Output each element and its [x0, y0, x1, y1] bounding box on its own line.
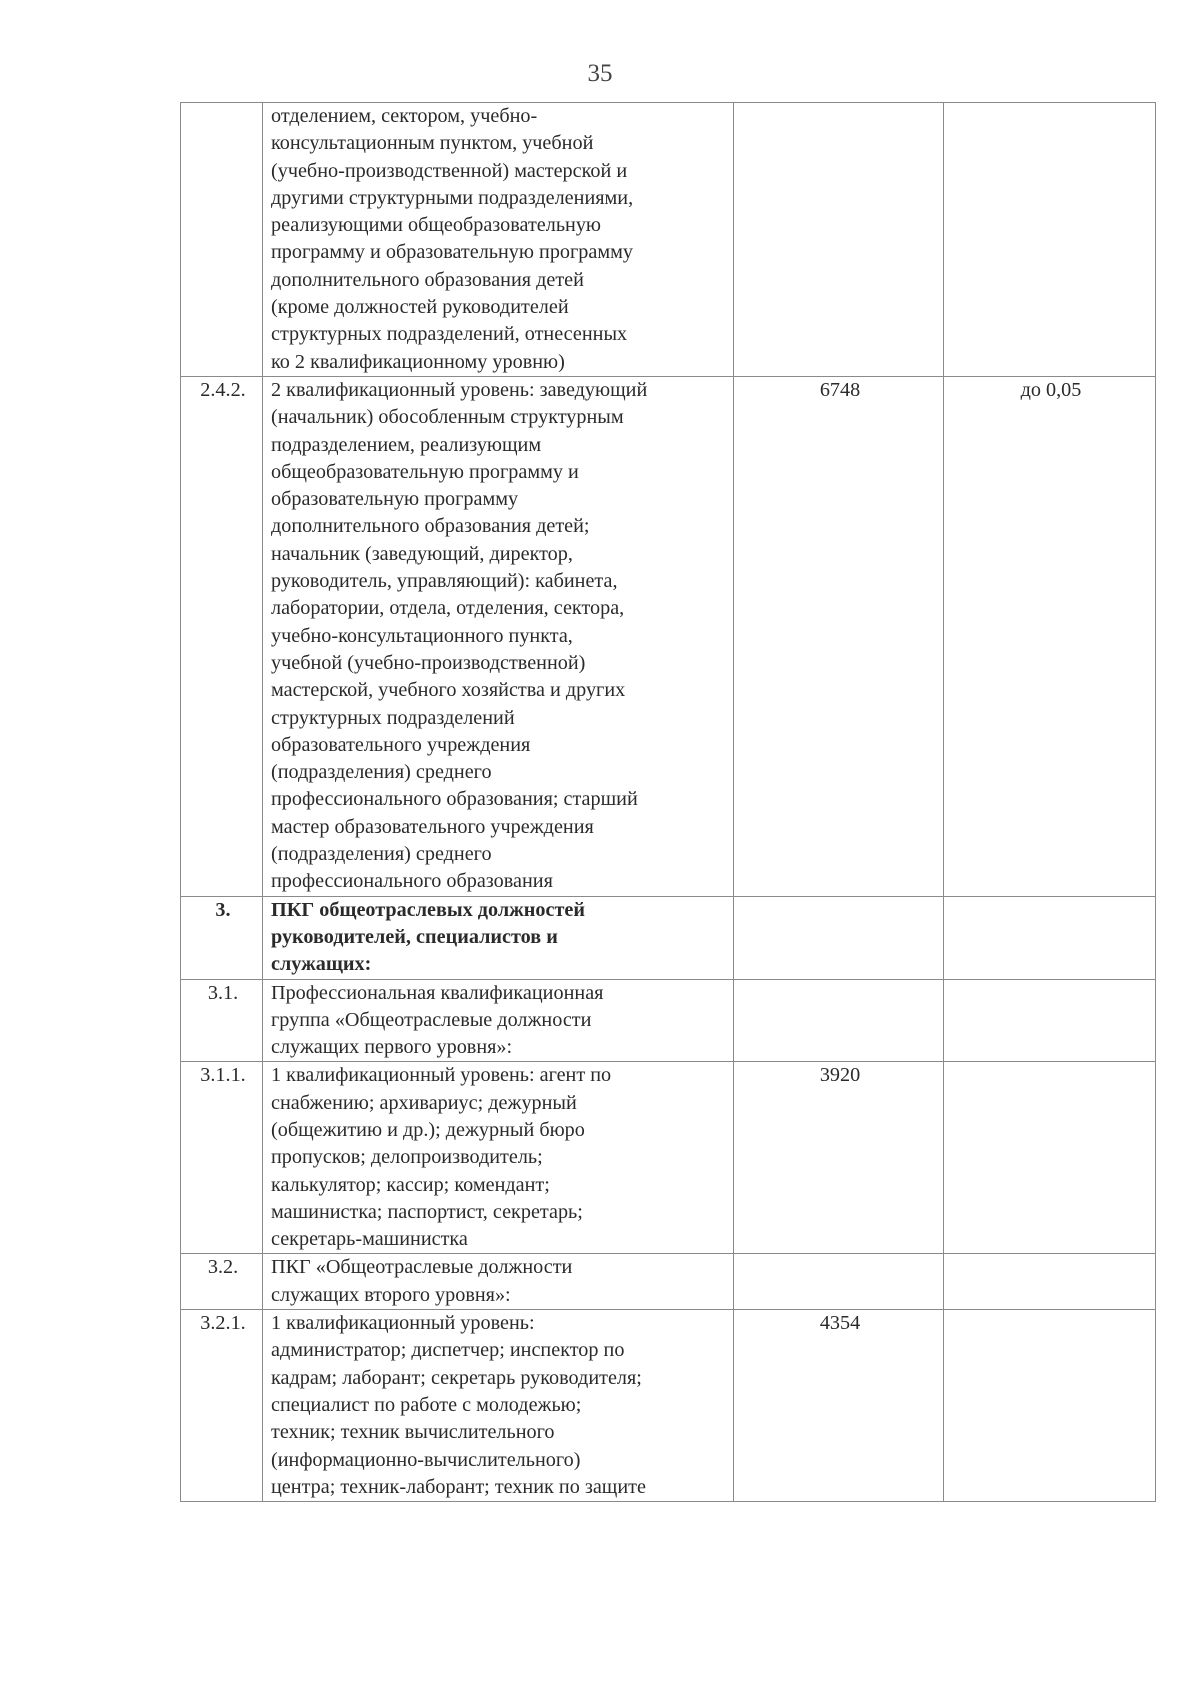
row-coefficient: до 0,05	[944, 376, 1156, 896]
row-coefficient	[944, 896, 1156, 979]
table-row	[181, 376, 1156, 896]
page-number: 35	[587, 60, 613, 87]
table-row	[181, 1062, 1156, 1254]
row-description: Профессиональная квалификационная группа «Общеотраслевые должности служащих первого уровня»:	[263, 979, 734, 1062]
row-coefficient	[944, 1310, 1156, 1502]
qualification-table	[180, 102, 1156, 1502]
row-number	[181, 103, 263, 377]
row-description: 1 квалификационный уровень: агент по снабжению; архивариус; дежурный (общежитию и др.); дежурный бюро пропусков; делопроизводитель; калькулятор; кассир; комендант; машинистка; паспортист, секретарь; секретарь-машинистка	[263, 1062, 734, 1254]
row-salary	[734, 979, 944, 1062]
row-salary: 3920	[734, 1062, 944, 1254]
row-coefficient	[944, 1254, 1156, 1310]
row-description: ПКГ общеотраслевых должностей руководителей, специалистов и служащих:	[263, 896, 734, 979]
row-coefficient	[944, 1062, 1156, 1254]
row-number: 3.	[181, 896, 263, 979]
row-number: 2.4.2.	[181, 376, 263, 896]
table-row	[181, 979, 1156, 1062]
table-row	[181, 1254, 1156, 1310]
row-salary	[734, 896, 944, 979]
row-description: 1 квалификационный уровень: администратор; диспетчер; инспектор по кадрам; лаборант; секретарь руководителя; специалист по работе с молодежью; техник; техник вычислительного (информационно-вычислительного) центра; техник-лаборант; техник по защите	[263, 1310, 734, 1502]
table-row	[181, 1310, 1156, 1502]
row-number: 3.1.1.	[181, 1062, 263, 1254]
table-row-section-header	[181, 896, 1156, 979]
row-number: 3.2.	[181, 1254, 263, 1310]
row-salary: 4354	[734, 1310, 944, 1502]
row-number: 3.2.1.	[181, 1310, 263, 1502]
table-row	[181, 103, 1156, 377]
row-number: 3.1.	[181, 979, 263, 1062]
row-coefficient	[944, 103, 1156, 377]
row-coefficient	[944, 979, 1156, 1062]
row-salary	[734, 1254, 944, 1310]
row-description: отделением, сектором, учебно- консультационным пунктом, учебной (учебно-производственной) мастерской и другими структурными подразделениями, реализующими общеобразовательную программу и образовательную программу дополнительного образования детей (кроме должностей руководителей структурных подразделений, отнесенных ко 2 квалификационному уровню)	[263, 103, 734, 377]
row-description: 2 квалификационный уровень: заведующий (начальник) обособленным структурным подразделением, реализующим общеобразовательную программу и образовательную программу дополнительного образования детей; начальник (заведующий, директор, руководитель, управляющий): кабинета, лаборатории, отдела, отделения, сектора, учебно-консультационного пункта, учебной (учебно-производственной) мастерской, учебного хозяйства и других структурных подразделений образовательного учреждения (подразделения) среднего профессионального образования; старший мастер образовательного учреждения (подразделения) среднего профессионального образования	[263, 376, 734, 896]
row-description: ПКГ «Общеотраслевые должности служащих второго уровня»:	[263, 1254, 734, 1310]
row-salary: 6748	[734, 376, 944, 896]
row-salary	[734, 103, 944, 377]
